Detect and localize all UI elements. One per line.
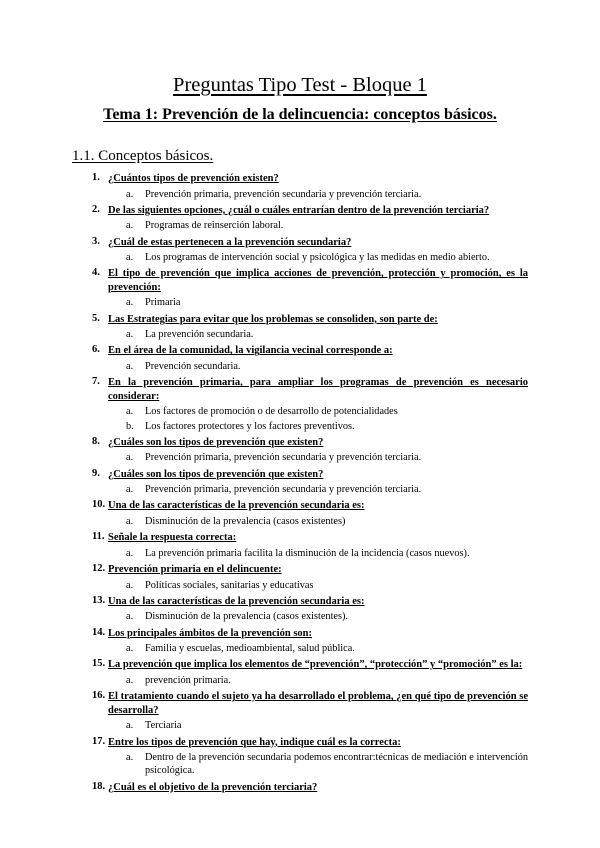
question-text: ¿Cuántos tipos de prevención existen? bbox=[108, 173, 279, 184]
question-number: 10. bbox=[92, 499, 106, 511]
answer-letter: a. bbox=[126, 452, 134, 464]
answer-item bbox=[0, 547, 600, 560]
question-number: 12. bbox=[92, 563, 106, 575]
answer-list bbox=[0, 751, 600, 778]
question-item bbox=[0, 627, 600, 656]
question-item bbox=[0, 313, 600, 342]
question-number: 3. bbox=[92, 235, 100, 247]
answer-list bbox=[0, 251, 600, 264]
question-text: De las siguientes opciones, ¿cuál o cuáles entrarían dentro de la prevención terciaria? bbox=[108, 204, 490, 216]
question-number: 1. bbox=[92, 172, 100, 183]
answer-list bbox=[0, 642, 600, 655]
question-number: 2. bbox=[92, 203, 100, 215]
answer-letter: b. bbox=[126, 420, 134, 432]
question-text: Entre los tipos de prevención que hay, indique cuál es la correcta: bbox=[108, 736, 401, 748]
question-item bbox=[0, 468, 600, 497]
answer-item bbox=[0, 328, 600, 341]
answer-text: Prevención primaria, prevención secundaria y prevención terciaria. bbox=[145, 188, 422, 200]
answer-item bbox=[0, 674, 600, 687]
answer-item bbox=[0, 251, 600, 264]
answer-letter: a. bbox=[126, 252, 134, 264]
question-text: Los principales ámbitos de la prevención son: bbox=[108, 627, 312, 639]
answer-list bbox=[0, 296, 600, 309]
question-number: 15. bbox=[92, 658, 106, 670]
question-number: 9. bbox=[92, 467, 100, 479]
answer-list bbox=[0, 579, 600, 592]
answer-item bbox=[0, 360, 600, 373]
question-text: En la prevención primaria, para ampliar los programas de prevención es necesario considerar: bbox=[108, 377, 528, 402]
answer-letter: a. bbox=[126, 674, 134, 686]
question-number: 11. bbox=[92, 531, 105, 543]
answer-text: Políticas sociales, sanitarias y educativas bbox=[145, 579, 314, 591]
answer-list bbox=[0, 405, 600, 433]
question-item bbox=[0, 267, 600, 309]
answer-text: Disminución de la prevalencia (casos existentes). bbox=[145, 611, 349, 623]
answer-letter: a. bbox=[126, 515, 134, 527]
question-item bbox=[0, 376, 600, 433]
answer-item bbox=[0, 579, 600, 592]
question-text: ¿Cuáles son los tipos de prevención que existen? bbox=[108, 436, 324, 448]
question-number: 7. bbox=[92, 376, 100, 388]
answer-item bbox=[0, 515, 600, 528]
answer-letter: a. bbox=[126, 752, 134, 764]
answer-item bbox=[0, 642, 600, 655]
answer-letter: a. bbox=[126, 188, 134, 200]
answer-list bbox=[0, 547, 600, 560]
answer-text: Prevención secundaria. bbox=[145, 360, 241, 372]
answer-text: Prevención primaria, prevención secundaria y prevención terciaria. bbox=[145, 452, 422, 464]
answer-letter: a. bbox=[126, 220, 134, 232]
question-item bbox=[0, 658, 600, 687]
question-text: ¿Cuál de estas pertenecen a la prevención secundaria? bbox=[108, 236, 352, 248]
question-item bbox=[0, 236, 600, 265]
answer-text: La prevención primaria facilita la disminución de la incidencia (casos nuevos). bbox=[145, 547, 470, 559]
answer-letter: a. bbox=[126, 484, 134, 496]
question-text: Una de las características de la prevención secundaria es: bbox=[108, 595, 365, 607]
question-text: ¿Cuál es el objetivo de la prevención terciaria? bbox=[108, 781, 318, 793]
answer-list bbox=[0, 515, 600, 528]
section-heading: 1.1. Conceptos básicos. bbox=[72, 148, 214, 164]
answer-letter: a. bbox=[126, 329, 134, 341]
answer-item bbox=[0, 483, 600, 496]
question-text: Señale la respuesta correcta: bbox=[108, 532, 237, 544]
answer-list bbox=[0, 610, 600, 623]
answer-letter: a. bbox=[126, 720, 134, 732]
answer-text: Primaria bbox=[145, 297, 181, 309]
answer-letter: a. bbox=[126, 643, 134, 655]
question-item bbox=[0, 595, 600, 624]
question-number: 13. bbox=[92, 594, 106, 606]
answer-letter: a. bbox=[126, 297, 134, 309]
question-number: 6. bbox=[92, 344, 100, 356]
answer-list bbox=[0, 483, 600, 496]
answer-letter: a. bbox=[126, 579, 134, 591]
answer-list bbox=[0, 219, 600, 232]
question-text: ¿Cuáles son los tipos de prevención que existen? bbox=[108, 468, 324, 480]
answer-letter: a. bbox=[126, 611, 134, 623]
question-text: Las Estrategias para evitar que los problemas se consoliden, son parte de: bbox=[108, 313, 438, 325]
question-item bbox=[0, 204, 600, 233]
answer-list bbox=[0, 188, 600, 201]
question-number: 16. bbox=[92, 690, 106, 702]
answer-text: La prevención secundaria. bbox=[145, 329, 254, 341]
question-text: El tratamiento cuando el sujeto ya ha desarrollado el problema, ¿en qué tipo de prevención se desarrolla? bbox=[108, 691, 528, 716]
answer-text: Terciaria bbox=[145, 720, 182, 732]
question-item bbox=[0, 436, 600, 465]
question-text: En el área de la comunidad, la vigilancia vecinal corresponde a: bbox=[108, 345, 393, 357]
question-number: 18. bbox=[92, 780, 106, 792]
question-item bbox=[0, 690, 600, 732]
question-item bbox=[0, 531, 600, 560]
question-item bbox=[0, 499, 600, 528]
answer-text: Los programas de intervención social y psicológica y las medidas en medio abierto. bbox=[145, 252, 490, 264]
question-number: 4. bbox=[92, 267, 100, 279]
answer-text: Los factores protectores y los factores preventivos. bbox=[145, 420, 355, 432]
answer-item bbox=[0, 188, 600, 201]
answer-letter: a. bbox=[126, 406, 134, 418]
question-text: Una de las características de la prevención secundaria es: bbox=[108, 500, 365, 512]
topic-subtitle: Tema 1: Prevención de la delincuencia: conceptos básicos. bbox=[103, 106, 497, 123]
answer-list bbox=[0, 674, 600, 687]
answer-letter: a. bbox=[126, 360, 134, 372]
question-item bbox=[0, 344, 600, 373]
question-text: Prevención primaria en el delincuente: bbox=[108, 564, 282, 576]
answer-item bbox=[0, 719, 600, 732]
answer-item bbox=[0, 296, 600, 309]
answer-text: prevención primaria. bbox=[145, 674, 231, 686]
question-number: 8. bbox=[92, 435, 100, 447]
answer-item bbox=[0, 751, 600, 778]
question-text: El tipo de prevención que implica acciones de prevención, protección y promoción, es la prevención: bbox=[108, 268, 528, 293]
answer-item bbox=[0, 451, 600, 464]
answer-text: Prevención primaria, prevención secundaria y prevención terciaria. bbox=[145, 484, 422, 496]
question-text: La prevención que implica los elementos de “prevención”, “protección” y “promoción” es la: bbox=[108, 659, 523, 671]
answer-list bbox=[0, 360, 600, 373]
answer-text: Disminución de la prevalencia (casos existentes) bbox=[145, 515, 346, 527]
answer-text: Familia y escuelas, medioambiental, salud pública. bbox=[145, 643, 355, 655]
question-item bbox=[0, 736, 600, 778]
answer-item bbox=[0, 610, 600, 623]
answer-list bbox=[0, 451, 600, 464]
answer-letter: a. bbox=[126, 547, 134, 559]
question-list bbox=[0, 172, 600, 794]
page-title: Preguntas Tipo Test - Bloque 1 bbox=[173, 74, 427, 96]
question-number: 17. bbox=[92, 735, 106, 747]
answer-item bbox=[0, 219, 600, 232]
answer-list bbox=[0, 719, 600, 732]
question-number: 5. bbox=[92, 312, 100, 324]
answer-text: Programas de reinserción laboral. bbox=[145, 220, 284, 232]
answer-text: Dentro de la prevención secundaria podemos encontrar:técnicas de mediación e intervención psicológica. bbox=[145, 752, 528, 777]
answer-list bbox=[0, 328, 600, 341]
question-item bbox=[0, 172, 600, 201]
answer-item bbox=[0, 420, 600, 433]
question-item bbox=[0, 781, 600, 795]
answer-item bbox=[0, 405, 600, 418]
question-number: 14. bbox=[92, 626, 106, 638]
answer-text: Los factores de promoción o de desarrollo de potencialidades bbox=[145, 406, 398, 418]
question-item bbox=[0, 563, 600, 592]
